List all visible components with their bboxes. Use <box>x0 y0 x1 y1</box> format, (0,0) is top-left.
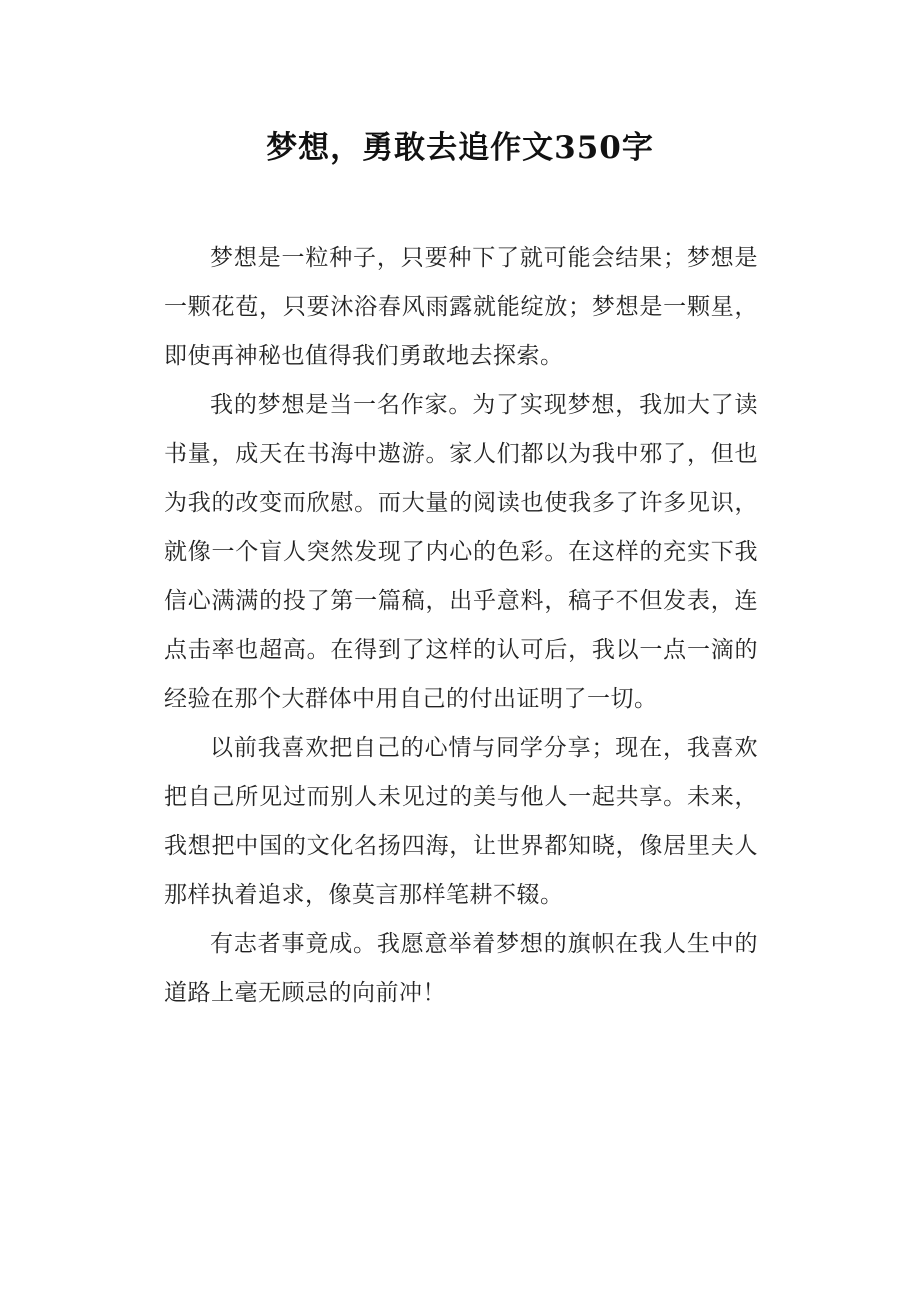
paragraph-3: 以前我喜欢把自己的心情与同学分享；现在，我喜欢把自己所见过而别人未见过的美与他人一起共享。未来，我想把中国的文化名扬四海，让世界都知晓，像居里夫人那样执着追求，像莫言那样笔耕不辍。 <box>164 735 758 908</box>
paragraph-2: 我的梦想是当一名作家。为了实现梦想，我加大了读书量，成天在书海中遨游。家人们都以为我中邪了，但也为我的改变而欣慰。而大量的阅读也使我多了许多见识，就像一个盲人突然发现了内心的色彩。在这样的充实下我信心满满的投了第一篇稿，出乎意料，稿子不但发表，连点击率也超高。在得到了这样的认可后，我以一点一滴的经验在那个大群体中用自己的付出证明了一切。 <box>164 392 758 712</box>
paragraph-4: 有志者事竟成。我愿意举着梦想的旗帜在我人生中的道路上毫无顾忌的向前冲！ <box>164 931 758 1006</box>
document-body <box>164 234 758 1018</box>
document-title: 梦想，勇敢去追作文350字 <box>266 130 654 166</box>
paragraph-1: 梦想是一粒种子，只要种下了就可能会结果；梦想是一颗花苞，只要沐浴春风雨露就能绽放；梦想是一颗星，即使再神秘也值得我们勇敢地去探索。 <box>164 245 758 369</box>
